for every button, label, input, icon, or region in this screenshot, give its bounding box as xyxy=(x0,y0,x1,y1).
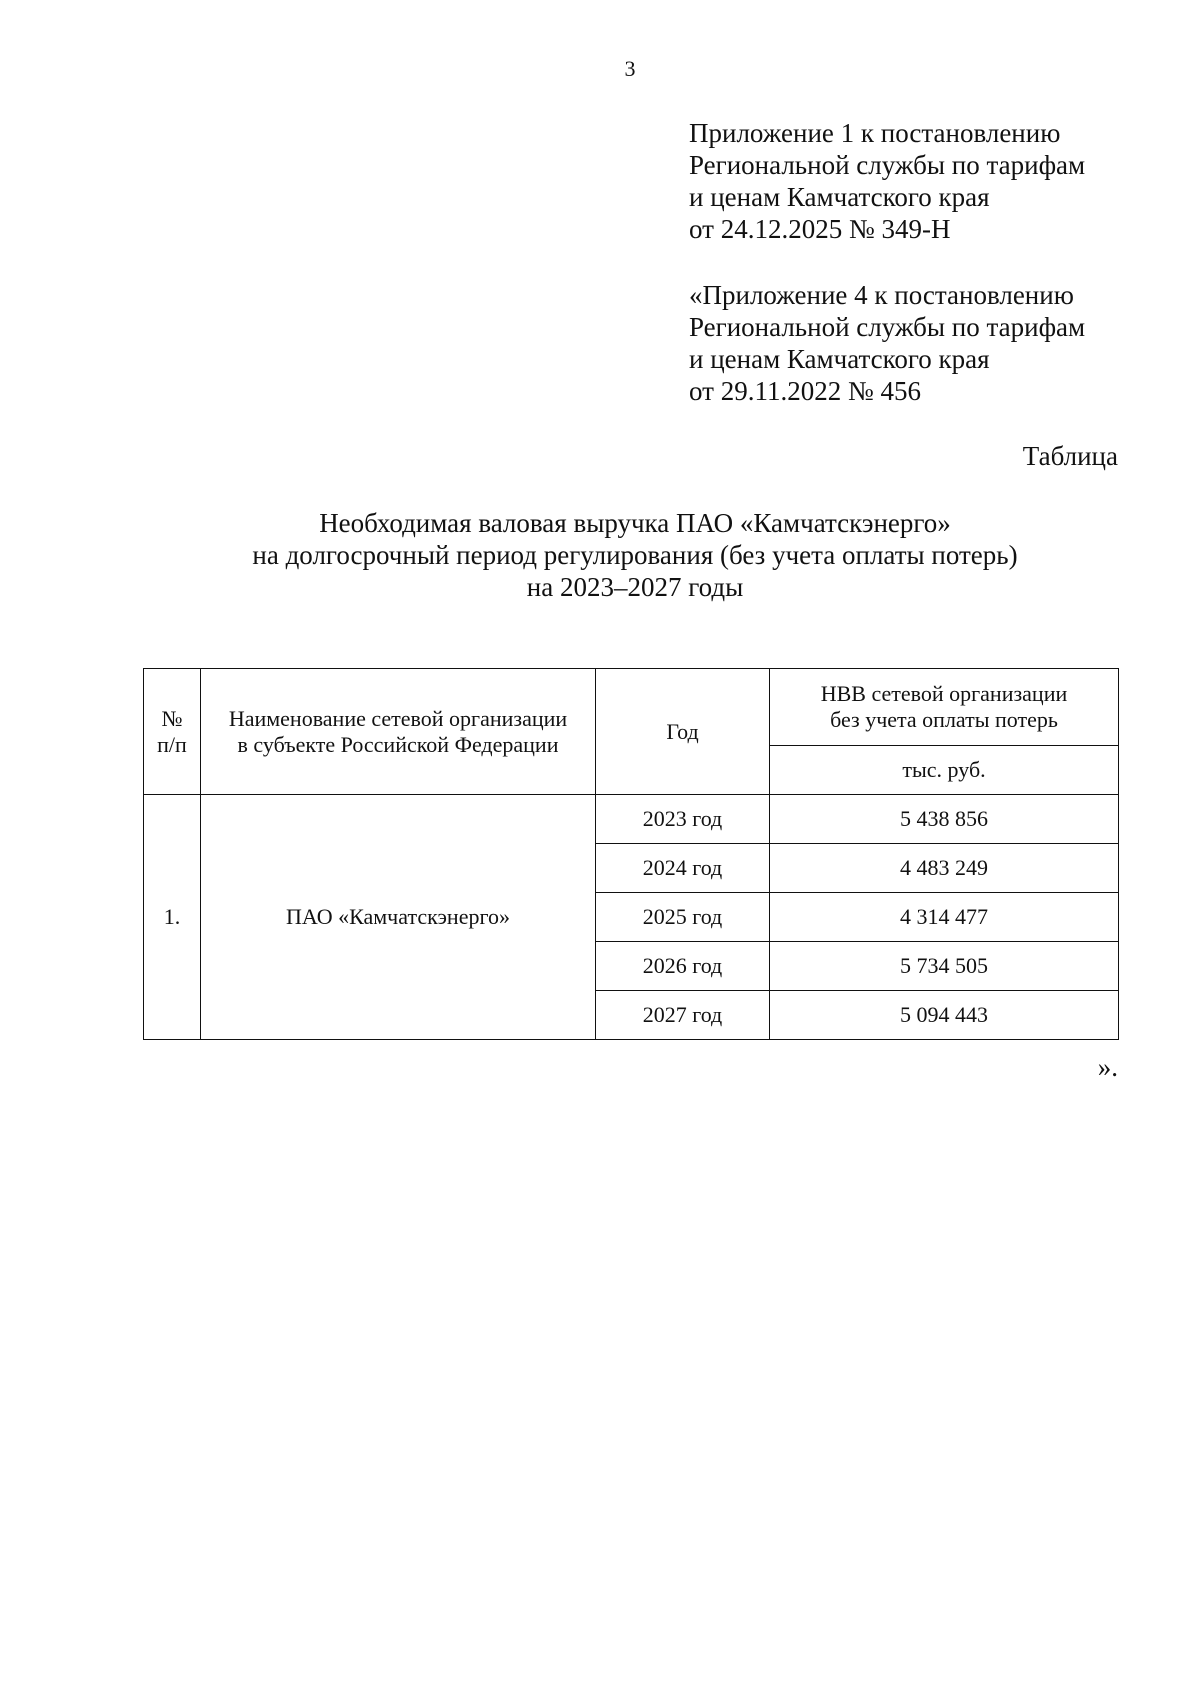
header-year: Год xyxy=(596,669,770,795)
value-cell: 5 094 443 xyxy=(770,991,1119,1040)
title-line: Необходимая валовая выручка ПАО «Камчатскэнерго» xyxy=(319,508,951,538)
header-unit: тыс. руб. xyxy=(770,746,1119,795)
title-line: на долгосрочный период регулирования (без учета оплаты потерь) xyxy=(252,540,1018,570)
appendix-1-line: и ценам Камчатского края xyxy=(689,182,990,212)
year-cell: 2026 год xyxy=(596,942,770,991)
header-number-line1: № xyxy=(161,705,183,731)
header-nvv-line2: без учета оплаты потерь xyxy=(830,707,1058,732)
value-cell: 5 734 505 xyxy=(770,942,1119,991)
appendix-1-line: Приложение 1 к постановлению xyxy=(689,118,1061,148)
appendix-1-line: от 24.12.2025 № 349-Н xyxy=(689,214,951,244)
document-title xyxy=(160,507,1110,603)
header-number xyxy=(144,669,201,795)
revenue-table xyxy=(143,668,1119,1040)
table-row xyxy=(144,795,1119,844)
appendix-4-line: от 29.11.2022 № 456 xyxy=(689,376,921,406)
page-number: 3 xyxy=(624,56,636,81)
header-nvv-line1: НВВ сетевой организации xyxy=(820,681,1068,706)
header-name-line1: Наименование сетевой организации xyxy=(228,705,568,731)
value-cell: 5 438 856 xyxy=(770,795,1119,844)
title-line: на 2023–2027 годы xyxy=(526,572,744,602)
appendix-1-reference xyxy=(689,117,1085,245)
appendix-4-line: Региональной службы по тарифам xyxy=(689,312,1086,342)
year-cell: 2024 год xyxy=(596,844,770,893)
appendix-4-line: «Приложение 4 к постановлению xyxy=(689,280,1074,310)
year-cell: 2025 год xyxy=(596,893,770,942)
closing-quote-mark: ». xyxy=(1097,1052,1118,1082)
year-cell: 2027 год xyxy=(596,991,770,1040)
year-cell: 2023 год xyxy=(596,795,770,844)
organization-cell: ПАО «Камчатскэнерго» xyxy=(201,795,596,1040)
value-cell: 4 314 477 xyxy=(770,893,1119,942)
appendix-4-line: и ценам Камчатского края xyxy=(689,344,990,374)
header-name-line2: в субъекте Российской Федерации xyxy=(237,731,559,757)
header-number-line2: п/п xyxy=(157,731,187,757)
appendix-4-reference xyxy=(689,279,1085,407)
header-organization-name xyxy=(201,669,596,795)
value-cell: 4 483 249 xyxy=(770,844,1119,893)
header-nvv xyxy=(770,669,1119,746)
table-caption: Таблица xyxy=(1022,441,1118,471)
appendix-1-line: Региональной службы по тарифам xyxy=(689,150,1086,180)
row-number-cell: 1. xyxy=(144,795,201,1040)
